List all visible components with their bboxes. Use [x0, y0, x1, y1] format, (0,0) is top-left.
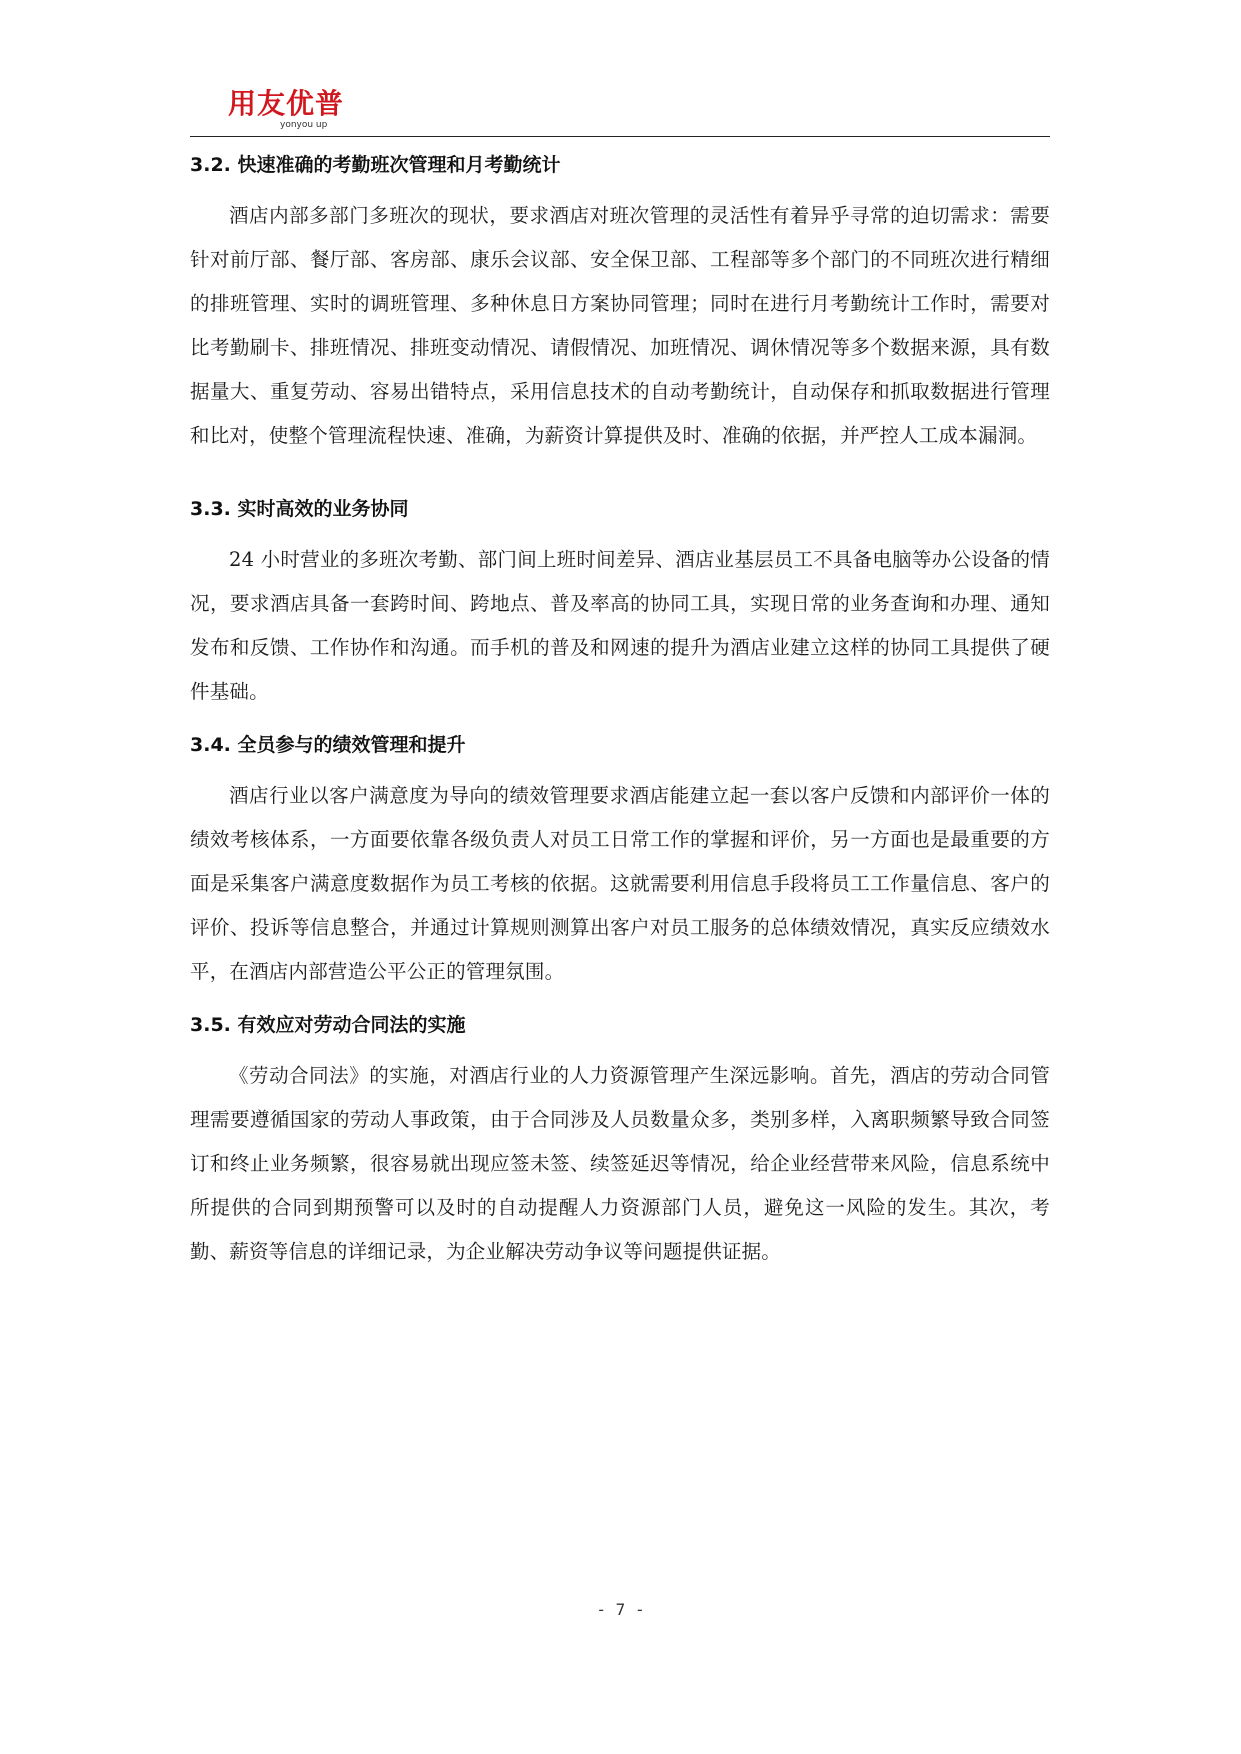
- page-number: - 7 -: [596, 1600, 645, 1619]
- section-3-4: [190, 730, 1050, 994]
- section-paragraph: 24 小时营业的多班次考勤、部门间上班时间差异、酒店业基层员工不具备电脑等办公设备的情况，要求酒店具备一套跨时间、跨地点、普及率高的协同工具，实现日常的业务查询和办理、通知发布和反馈、工作协作和沟通。而手机的普及和网速的提升为酒店业建立这样的协同工具提供了硬件基础。: [190, 548, 1050, 703]
- section-heading: 3.2. 快速准确的考勤班次管理和月考勤统计: [190, 154, 561, 176]
- section-3-3: [190, 494, 1050, 714]
- section-paragraph: 酒店内部多部门多班次的现状，要求酒店对班次管理的灵活性有着异乎寻常的迫切需求：需要针对前厅部、餐厅部、客房部、康乐会议部、安全保卫部、工程部等多个部门的不同班次进行精细的排班管理、实时的调班管理、多种休息日方案协同管理；同时在进行月考勤统计工作时，需要对比考勤刷卡、排班情况、排班变动情况、请假情况、加班情况、调休情况等多个数据来源，具有数据量大、重复劳动、容易出错特点，采用信息技术的自动考勤统计，自动保存和抓取数据进行管理和比对，使整个管理流程快速、准确，为薪资计算提供及时、准确的依据，并严控人工成本漏洞。: [190, 204, 1050, 447]
- section-heading: 3.5. 有效应对劳动合同法的实施: [190, 1014, 466, 1036]
- section-3-2: [190, 150, 1050, 458]
- section-heading: 3.3. 实时高效的业务协同: [190, 498, 409, 520]
- header-divider: [190, 136, 1050, 137]
- logo-wordmark: 用友优普: [228, 87, 345, 120]
- company-logo: [228, 88, 358, 134]
- logo-subtext: yonyou up: [280, 120, 328, 130]
- document-body: [190, 150, 1050, 1274]
- page-header: [190, 86, 1050, 138]
- section-heading: 3.4. 全员参与的绩效管理和提升: [190, 734, 466, 756]
- section-paragraph: 《劳动合同法》的实施，对酒店行业的人力资源管理产生深远影响。首先，酒店的劳动合同管理需要遵循国家的劳动人事政策，由于合同涉及人员数量众多，类别多样，入离职频繁导致合同签订和终止业务频繁，很容易就出现应签未签、续签延迟等情况，给企业经营带来风险，信息系统中所提供的合同到期预警可以及时的自动提醒人力资源部门人员，避免这一风险的发生。其次，考勤、薪资等信息的详细记录，为企业解决劳动争议等问题提供证据。: [190, 1064, 1050, 1263]
- section-3-5: [190, 1010, 1050, 1274]
- section-paragraph: 酒店行业以客户满意度为导向的绩效管理要求酒店能建立起一套以客户反馈和内部评价一体的绩效考核体系，一方面要依靠各级负责人对员工日常工作的掌握和评价，另一方面也是最重要的方面是采集客户满意度数据作为员工考核的依据。这就需要利用信息手段将员工工作量信息、客户的评价、投诉等信息整合，并通过计算规则测算出客户对员工服务的总体绩效情况，真实反应绩效水平，在酒店内部营造公平公正的管理氛围。: [190, 784, 1050, 983]
